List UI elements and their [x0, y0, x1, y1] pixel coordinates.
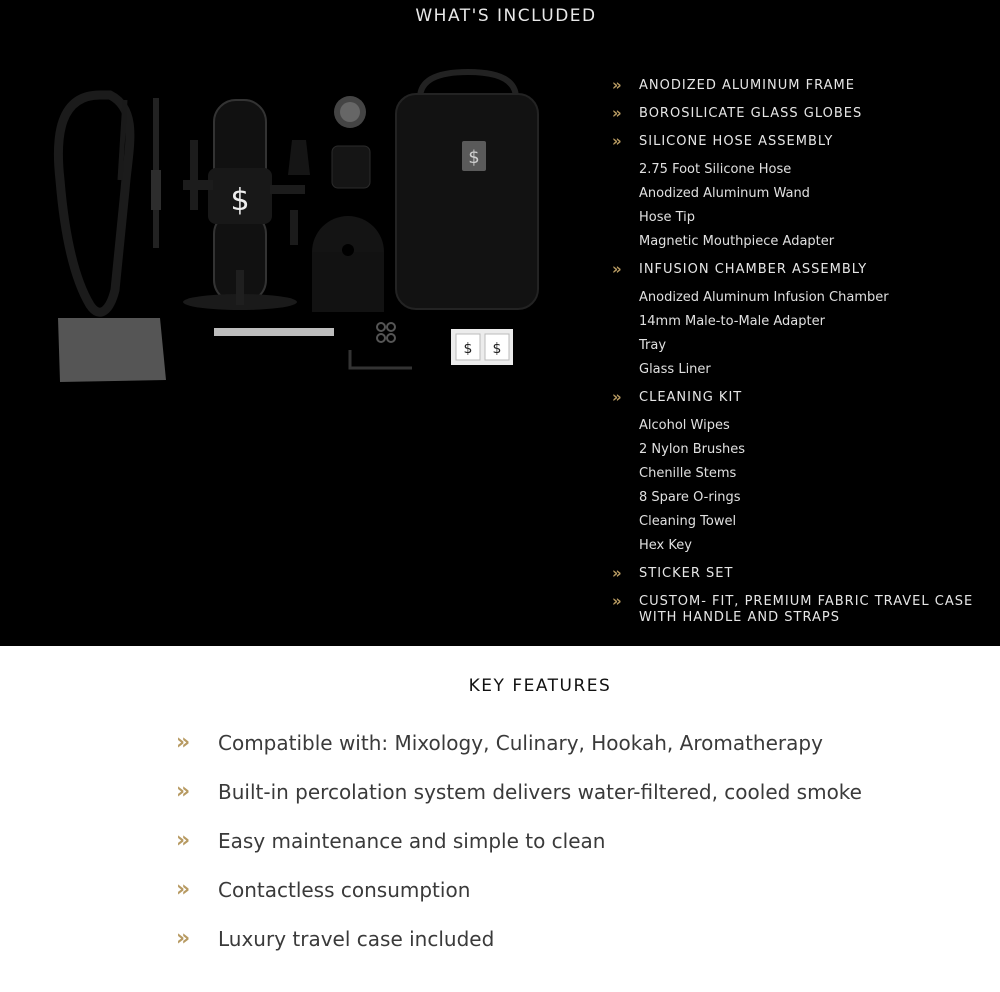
device-logo: $	[230, 183, 250, 218]
towel-icon	[58, 318, 166, 382]
feature-text: Built-in percolation system delivers water-filtered, cooled smoke	[218, 780, 862, 804]
feature-text: Luxury travel case included	[218, 927, 495, 951]
included-subitem: Alcohol Wipes	[639, 418, 730, 433]
included-item	[612, 106, 997, 122]
chevron-right-icon: »	[176, 828, 188, 853]
chevron-right-icon: »	[612, 388, 620, 406]
included-item-label: ANODIZED ALUMINUM FRAME	[639, 78, 855, 93]
included-subitem: Hex Key	[639, 538, 692, 553]
hose-icon	[58, 95, 130, 312]
included-subitem: 2.75 Foot Silicone Hose	[639, 162, 792, 177]
sticker-set-icon	[451, 329, 513, 365]
grinder-screen-icon	[334, 96, 366, 128]
chevron-right-icon: »	[612, 132, 620, 150]
included-subitem: Magnetic Mouthpiece Adapter	[639, 234, 835, 249]
feature-text: Contactless consumption	[218, 878, 471, 902]
chevron-right-icon: »	[612, 260, 620, 278]
included-item	[612, 594, 997, 626]
o-rings-icon	[377, 323, 395, 342]
feature-text: Compatible with: Mixology, Culinary, Hookah, Aromatherapy	[218, 731, 823, 755]
chevron-right-icon: »	[612, 104, 620, 122]
infusion-chamber-icon	[332, 146, 370, 188]
sticker-logo-2: $	[492, 341, 502, 357]
included-subitem: 8 Spare O-rings	[639, 490, 741, 505]
chevron-right-icon: »	[176, 877, 188, 902]
chenille-stems-icon	[214, 328, 334, 336]
included-item	[612, 134, 997, 150]
included-item-label: CUSTOM- FIT, PREMIUM FABRIC TRAVEL CASE WITH HANDLE AND STRAPS	[639, 594, 974, 625]
included-subitem: Anodized Aluminum Infusion Chamber	[639, 290, 889, 305]
feature-item	[176, 728, 996, 777]
chevron-right-icon: »	[176, 779, 188, 804]
wand-icon	[151, 98, 161, 248]
included-item-label: STICKER SET	[639, 566, 734, 581]
included-item-label: CLEANING KIT	[639, 390, 743, 405]
included-subitem: Cleaning Towel	[639, 514, 737, 529]
feature-item	[176, 826, 996, 875]
whats-included-title: WHAT'S INCLUDED	[415, 6, 597, 26]
key-features-title: KEY FEATURES	[468, 676, 612, 696]
included-subitem: Anodized Aluminum Wand	[639, 186, 810, 201]
chevron-right-icon: »	[612, 564, 620, 582]
chevron-right-icon: »	[612, 592, 620, 610]
included-item	[612, 390, 997, 406]
case-logo: $	[468, 147, 480, 168]
feature-text: Easy maintenance and simple to clean	[218, 829, 606, 853]
chevron-right-icon: »	[612, 76, 620, 94]
features-list	[176, 728, 996, 973]
included-item-label: INFUSION CHAMBER ASSEMBLY	[639, 262, 868, 277]
sticker-logo-1: $	[463, 341, 473, 357]
included-subitem: Tray	[639, 338, 667, 353]
included-item-label: BOROSILICATE GLASS GLOBES	[639, 106, 863, 121]
included-item	[612, 262, 997, 278]
key-features-section	[0, 646, 1000, 992]
included-subitem: 14mm Male-to-Male Adapter	[639, 314, 825, 329]
hex-key-icon	[350, 350, 412, 368]
chevron-right-icon: »	[176, 730, 188, 755]
included-list	[612, 78, 997, 638]
included-subitem: Chenille Stems	[639, 466, 737, 481]
included-item	[612, 78, 997, 94]
included-subitem: 2 Nylon Brushes	[639, 442, 746, 457]
included-item	[612, 566, 997, 582]
device-icon	[183, 100, 305, 310]
feature-item	[176, 777, 996, 826]
feature-item	[176, 875, 996, 924]
travel-case-icon	[396, 72, 538, 309]
feature-item	[176, 924, 996, 973]
chevron-right-icon: »	[176, 926, 188, 951]
tray-icon	[312, 216, 384, 312]
included-item-label: SILICONE HOSE ASSEMBLY	[639, 134, 834, 149]
included-subitem: Hose Tip	[639, 210, 696, 225]
product-image	[0, 40, 600, 640]
included-subitem: Glass Liner	[639, 362, 711, 377]
